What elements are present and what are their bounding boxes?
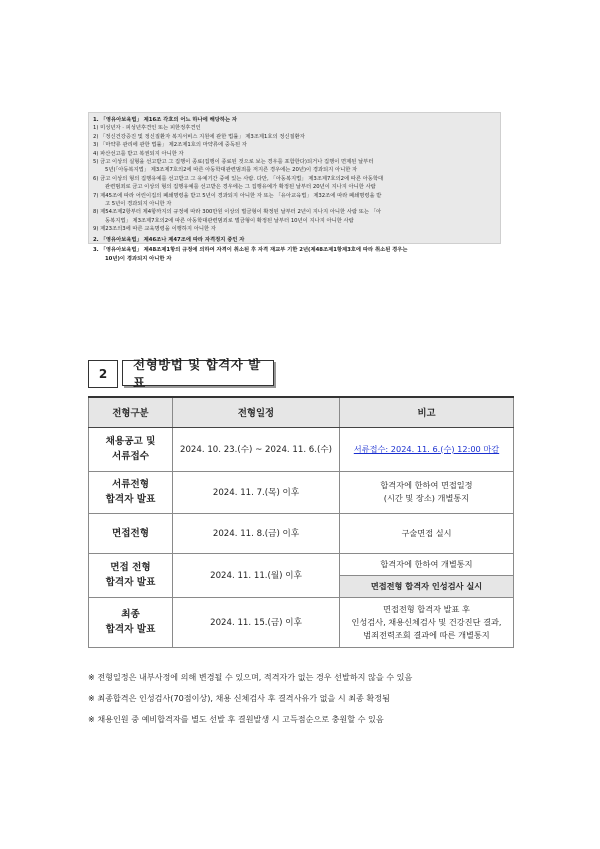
footnote: ※ 전형일정은 내부사정에 의해 변경될 수 있으며, 적격자가 없는 경우 선발하지 않을 수 있음 <box>88 672 413 682</box>
row-note-link: 서류접수: 2024. 11. 6.(수) 12:00 마감 <box>340 427 514 471</box>
criteria-line: 2) 「정신건강증진 및 정신질환자 복지서비스 지원에 관한 법률」 제3조제1호의 정신질환자 <box>93 133 305 140</box>
note-line: 면접전형 합격자 발표 후 <box>383 603 470 614</box>
criteria-line: 8) 제54조제2항부터 제4항까지의 규정에 따라 300만원 이상의 벌금형이 확정된 날부터 2년이 지나지 아니한 사람 또는 「아 <box>93 209 382 216</box>
note-line: 합격자에 한하여 면접일정 <box>380 480 473 490</box>
criteria-line: 9) 제23조의3에 따른 교육명령을 이행하지 아니한 자 <box>93 226 216 233</box>
table-row <box>89 513 514 553</box>
criteria-line: 3) 「마약류 관리에 관한 법률」 제2조제1호의 마약류에 중독된 자 <box>93 142 247 149</box>
note-line: 인성검사, 채용신체검사 및 건강진단 결과, <box>351 616 502 627</box>
row-category <box>89 427 173 471</box>
row-date: 2024. 11. 8.(금) 이후 <box>173 513 340 553</box>
criteria-line: 2. 「영유아보육법」 제46조나 제47조에 따라 자격정지 중인 자 <box>93 236 245 243</box>
criteria-line: 1. 「영유아보육법」 제16조 각호의 어느 하나에 해당하는 자 <box>93 117 238 123</box>
category-line: 최종 <box>121 609 140 620</box>
category-line: 합격자 발표 <box>105 577 156 588</box>
row-note <box>340 471 514 513</box>
category-line: 채용공고 및 <box>105 436 156 447</box>
row-date: 2024. 10. 23.(수) ~ 2024. 11. 6.(수) <box>173 427 340 471</box>
table-row <box>89 427 514 471</box>
criteria-line: 10년)이 경과되지 아니한 자 <box>105 255 172 262</box>
criteria-line: 3. 「영유아보육법」 제48조제1항의 규정에 의하여 자격이 취소된 후 자격 재교부 기한 2년(제48조제1항제3호에 따라 취소된 경우는 <box>93 247 408 254</box>
row-category: 면접전형 <box>89 513 173 553</box>
schedule-table <box>88 396 514 648</box>
category-line: 서류전형 <box>111 479 150 490</box>
section-header <box>88 357 274 390</box>
row-note <box>340 597 514 647</box>
category-line: 면접 전형 <box>110 562 151 573</box>
row-date: 2024. 11. 7.(목) 이후 <box>173 471 340 513</box>
criteria-line: 6) 금고 이상의 형의 집행유예를 선고받고 그 유예기간 중에 있는 사람. 다만, 「아동복지법」 제3조제7호의2에 따른 아동학대 <box>93 175 384 182</box>
criteria-line: 5) 금고 이상의 실형을 선고받고 그 집행이 종료(집행이 종료된 것으로 보는 경우를 포함한다)되거나 집행이 면제된 날부터 <box>93 159 374 166</box>
note-line: 범죄전력조회 결과에 따른 개별통지 <box>363 629 490 640</box>
criteria-line: 동복지법」 제3조제7호의2에 따른 아동학대관련범죄로 벌금형이 확정된 날부터 10년이 지나지 아니한 사람 <box>105 217 354 224</box>
header-category: 전형구분 <box>89 397 173 427</box>
disqualification-criteria-box <box>88 112 501 262</box>
table-row <box>89 553 514 575</box>
header-schedule: 전형일정 <box>173 397 340 427</box>
section-number: 2 <box>88 360 118 388</box>
footnote: ※ 채용인원 중 예비합격자를 별도 선발 후 결원발생 시 고득점순으로 충원할 수 있음 <box>88 714 384 724</box>
footnotes <box>88 667 518 730</box>
section-title: 전형방법 및 합격자 발표 <box>122 360 274 386</box>
criteria-line: 4) 파산선고를 받고 복권되지 아니한 자 <box>93 150 184 157</box>
criteria-line: 1) 미성년자 · 피성년후견인 또는 피한정후견인 <box>93 125 201 132</box>
criteria-line: 7) 제45조에 따라 어린이집의 폐쇄명령을 받고 5년이 경과되지 아니한 자 또는 「유아교육법」 제32조에 따라 폐쇄명령을 받 <box>93 192 382 199</box>
criteria-line: 고 5년이 경과되지 아니한 자 <box>105 201 172 208</box>
row-category <box>89 553 173 597</box>
category-line: 합격자 발표 <box>105 624 156 635</box>
footnote: ※ 최종합격은 인성검사(70점이상), 채용 신체검사 후 결격사유가 없을 시 최종 확정됨 <box>88 693 390 703</box>
category-line: 합격자 발표 <box>105 494 156 505</box>
row-category <box>89 471 173 513</box>
row-date: 2024. 11. 11.(월) 이후 <box>173 553 340 597</box>
row-note: 합격자에 한하여 개별통지 <box>340 553 514 575</box>
table-header-row <box>89 397 514 427</box>
row-category <box>89 597 173 647</box>
table-row <box>89 471 514 513</box>
category-line: 서류접수 <box>111 451 150 462</box>
criteria-line: 관련범죄로 금고 이상의 형의 집행유예를 선고받은 경우에는 그 집행유예가 확정된 날부터 20년이 지나지 아니한 사람 <box>105 184 376 191</box>
table-row <box>89 597 514 647</box>
note-line: (시간 및 장소) 개별통지 <box>383 493 470 503</box>
row-note-highlight: 면접전형 합격자 인성검사 실시 <box>340 575 514 597</box>
row-date: 2024. 11. 15.(금) 이후 <box>173 597 340 647</box>
criteria-line: 5년(「아동복지법」 제3조제7호의2에 따른 아동학대관련범죄를 저지른 경우에는 20년)이 경과되지 아니한 자 <box>105 167 358 174</box>
row-note: 구술면접 실시 <box>340 513 514 553</box>
header-note: 비고 <box>340 397 514 427</box>
